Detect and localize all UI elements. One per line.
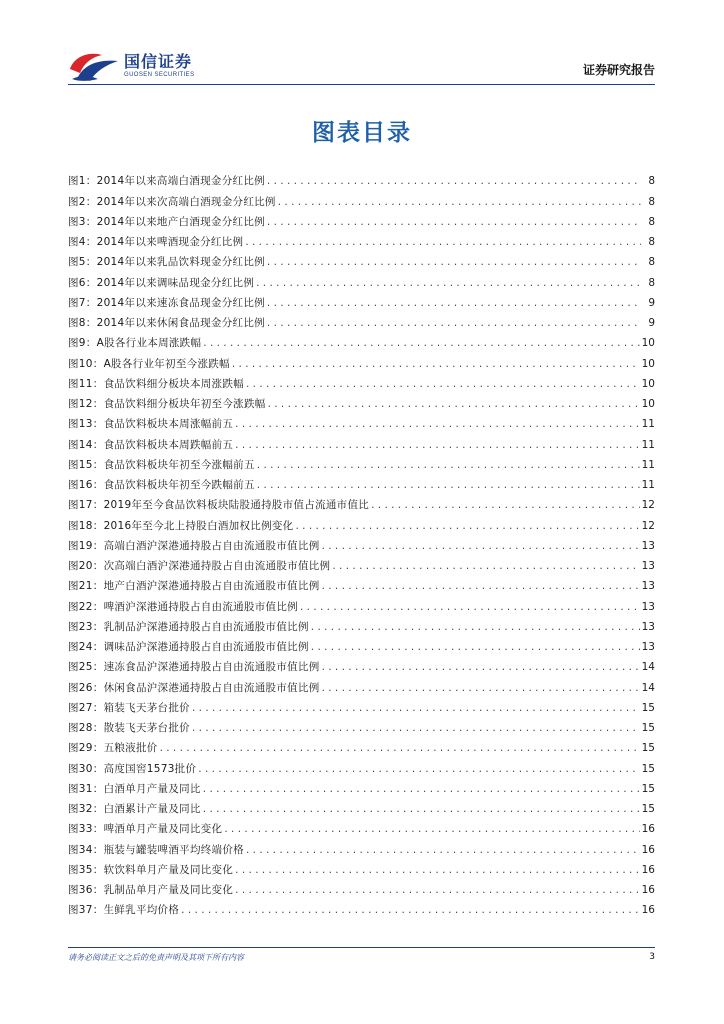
toc-entry[interactable] [68, 249, 655, 269]
page-header [68, 48, 655, 84]
toc-entry-page: 16 [641, 823, 655, 836]
page-number: 3 [649, 952, 655, 962]
toc-entry-title: 食品饮料板块年初至今涨幅前五 [103, 458, 255, 471]
dot-leader [300, 600, 640, 614]
toc-entry-label: 图7： [68, 296, 97, 309]
toc-entry-title: 速冻食品沪深港通持股占自由流通股市值比例 [103, 661, 320, 674]
dot-leader [267, 296, 641, 310]
toc-entry[interactable] [68, 715, 655, 735]
toc-entry-title: 啤酒沪深港通持股占自由流通股市值比例 [103, 600, 298, 613]
toc-entry-title: 2014年以来地产白酒现金分红比例 [96, 215, 265, 228]
toc-entry-title: 软饮料单月产量及同比变化 [103, 863, 234, 876]
dot-leader [245, 235, 641, 249]
logo-english-name: GUOSEN SECURITIES [124, 72, 195, 78]
toc-entry-title: 2014年以来休闲食品现金分红比例 [96, 317, 265, 329]
toc-entry-label: 图6： [68, 276, 97, 289]
dot-leader [256, 276, 641, 290]
toc-entry-label: 图3： [68, 215, 97, 228]
toc-entry[interactable] [68, 391, 655, 411]
dot-leader [322, 579, 640, 593]
toc-entry-title: 五粮液批价 [103, 742, 158, 755]
page-title: 图表目录 [312, 120, 412, 146]
toc-entry[interactable] [68, 735, 655, 755]
dot-leader [160, 741, 640, 755]
dot-leader [311, 620, 640, 634]
toc-entry-label: 图26： [68, 681, 104, 694]
toc-entry[interactable] [68, 350, 655, 370]
dot-leader [181, 903, 639, 917]
dot-leader [192, 701, 640, 715]
toc-entry-title: A股各行业本周涨跌幅 [96, 337, 202, 350]
toc-entry-page: 8 [648, 276, 655, 289]
toc-entry-label: 图31： [68, 782, 104, 795]
toc-entry-label: 图13： [68, 418, 104, 431]
toc-entry-page: 13 [641, 580, 655, 593]
toc-entry-label: 图29： [68, 742, 104, 755]
toc-entry-page: 14 [641, 661, 655, 674]
toc-entry[interactable] [68, 269, 655, 289]
toc-entry[interactable] [68, 816, 655, 836]
toc-entry[interactable] [68, 695, 655, 715]
dot-leader [278, 195, 641, 209]
dot-leader [235, 883, 639, 897]
dot-leader [203, 802, 640, 816]
toc-entry[interactable] [68, 371, 655, 391]
toc-entry[interactable] [68, 229, 655, 249]
toc-entry-page: 13 [641, 641, 655, 653]
dot-leader [203, 336, 639, 350]
dot-leader [192, 721, 640, 735]
toc-entry-title: 白酒单月产量及同比 [103, 782, 201, 795]
toc-entry[interactable] [68, 533, 655, 553]
dot-leader [235, 417, 639, 431]
toc-entry-label: 图22： [68, 600, 104, 613]
toc-entry-page: 8 [648, 256, 655, 269]
toc-entry-label: 图20： [68, 560, 104, 572]
toc-entry-label: 图12： [68, 398, 104, 410]
toc-entry[interactable] [68, 310, 655, 330]
toc-entry[interactable] [68, 431, 655, 451]
toc-entry-page: 11 [641, 458, 655, 471]
toc-entry-label: 图30： [68, 762, 104, 775]
toc-entry-page: 15 [641, 742, 655, 755]
toc-entry-title: 2014年以来速冻食品现金分红比例 [96, 296, 265, 309]
dot-leader [295, 519, 639, 533]
toc-entry-label: 图36： [68, 884, 104, 896]
dot-leader [322, 539, 640, 553]
dot-leader [322, 660, 640, 674]
dot-leader [224, 822, 639, 836]
toc-entry-page: 8 [648, 215, 655, 228]
dot-leader [371, 498, 640, 512]
toc-entry-page: 15 [641, 701, 655, 714]
toc-entry[interactable] [68, 593, 655, 613]
dot-leader [267, 255, 641, 269]
toc-entry-label: 图1： [68, 175, 97, 188]
toc-entry[interactable] [68, 512, 655, 532]
toc-entry-label: 图14： [68, 438, 104, 451]
toc-entry[interactable] [68, 330, 655, 350]
toc-entry[interactable] [68, 452, 655, 472]
toc-entry-page: 16 [641, 863, 655, 876]
toc-entry[interactable] [68, 877, 655, 897]
toc-entry-label: 图28： [68, 722, 104, 734]
company-logo [68, 48, 194, 84]
toc-entry-title: 食品饮料细分板块本周涨跌幅 [103, 377, 244, 390]
toc-entry[interactable] [68, 209, 655, 229]
toc-entry-label: 图23： [68, 620, 104, 633]
toc-entry-label: 图18： [68, 519, 104, 532]
toc-entry-label: 图2： [68, 195, 97, 208]
dot-leader [203, 782, 640, 796]
toc-entry-page: 10 [641, 357, 655, 370]
toc-entry-page: 13 [641, 600, 655, 613]
toc-entry[interactable] [68, 492, 655, 512]
toc-entry-page: 14 [641, 681, 655, 694]
toc-entry-page: 10 [641, 337, 655, 350]
footer-disclaimer: 请务必阅读正文之后的免责声明及其项下所有内容 [68, 953, 244, 962]
toc-entry-title: 啤酒单月产量及同比变化 [103, 823, 223, 836]
dot-leader [322, 681, 640, 695]
toc-entry-label: 图25： [68, 661, 104, 674]
toc-entry-title: 白酒累计产量及同比 [103, 803, 201, 815]
toc-entry-page: 10 [641, 398, 655, 410]
toc-entry[interactable] [68, 553, 655, 573]
toc-entry[interactable] [68, 614, 655, 634]
toc-entry-page: 12 [641, 519, 655, 532]
toc-entry-page: 11 [641, 438, 655, 451]
toc-entry-label: 图16： [68, 479, 104, 491]
toc-entry-title: 食品饮料板块本周涨幅前五 [103, 418, 234, 431]
toc-entry-title: 地产白酒沪深港通持股占自由流通股市值比例 [103, 580, 320, 593]
toc-entry-title: 散装飞天茅台批价 [103, 722, 190, 734]
toc-entry-label: 图37： [68, 904, 104, 917]
toc-entry-label: 图10： [68, 357, 104, 370]
toc-entry-title: 食品饮料板块年初至今跌幅前五 [103, 479, 255, 491]
toc-entry[interactable] [68, 411, 655, 431]
toc-entry[interactable] [68, 796, 655, 816]
toc-entry-page: 16 [641, 904, 655, 917]
toc-entry-label: 图5： [68, 256, 97, 269]
header-divider [68, 84, 655, 85]
toc-entry-title: 乳制品单月产量及同比变化 [103, 884, 234, 896]
toc-entry-title: 次高端白酒沪深港通持股占自由流通股市值比例 [103, 560, 331, 572]
toc-entry-label: 图9： [68, 337, 97, 350]
toc-entry-page: 13 [641, 620, 655, 633]
toc-entry-page: 11 [641, 418, 655, 431]
guosen-logo-icon [68, 49, 120, 83]
toc-entry-title: 食品饮料板块本周跌幅前五 [103, 438, 234, 451]
toc-entry[interactable] [68, 168, 655, 188]
toc-entry-label: 图4： [68, 236, 97, 248]
toc-entry-page: 15 [641, 722, 655, 734]
dot-leader [235, 438, 639, 452]
dot-leader [311, 640, 640, 654]
toc-entry[interactable] [68, 857, 655, 877]
toc-entry-page: 15 [641, 762, 655, 775]
toc-entry-page: 11 [641, 479, 655, 491]
toc-entry-page: 12 [641, 499, 655, 512]
dot-leader [267, 316, 641, 330]
toc-entry-page: 13 [641, 560, 655, 572]
toc-entry-title: 调味品沪深港通持股占自由流通股市值比例 [103, 641, 309, 653]
toc-entry-label: 图21： [68, 580, 104, 593]
toc-entry-title: 2019年至今食品饮料板块陆股通持股市值占流通市值比 [103, 499, 370, 512]
toc-entry[interactable] [68, 654, 655, 674]
toc-entry-title: 高端白酒沪深港通持股占自由流通股市值比例 [103, 539, 320, 552]
toc-entry-title: 食品饮料细分板块年初至今涨跌幅 [103, 398, 266, 410]
toc-entry[interactable] [68, 472, 655, 492]
toc-entry[interactable] [68, 755, 655, 775]
dot-leader [235, 863, 639, 877]
toc-entry-title: 乳制品沪深港通持股占自由流通股市值比例 [103, 620, 309, 633]
toc-entry-title: A股各行业年初至今涨跌幅 [103, 357, 230, 370]
toc-entry[interactable] [68, 674, 655, 694]
toc-entry-title: 2014年以来高端白酒现金分红比例 [96, 175, 265, 188]
toc-entry[interactable] [68, 573, 655, 593]
toc-entry-label: 图34： [68, 843, 104, 856]
toc-entry-title: 2014年以来乳品饮料现金分红比例 [96, 256, 265, 269]
dot-leader [267, 174, 641, 188]
toc-entry[interactable] [68, 634, 655, 654]
toc-entry[interactable] [68, 290, 655, 310]
dot-leader [268, 397, 640, 411]
figure-list [68, 168, 655, 917]
toc-entry-title: 高度国窖1573批价 [103, 762, 197, 775]
toc-entry-page: 16 [641, 843, 655, 856]
toc-entry-page: 15 [641, 782, 655, 795]
toc-entry-page: 10 [641, 377, 655, 390]
toc-entry[interactable] [68, 188, 655, 208]
toc-entry-title: 2014年以来啤酒现金分红比例 [96, 236, 244, 248]
toc-entry-page: 16 [641, 884, 655, 896]
toc-entry-title: 2014年以来次高端白酒现金分红比例 [96, 195, 276, 208]
dot-leader [198, 762, 639, 776]
toc-entry-title: 休闲食品沪深港通持股占自由流通股市值比例 [103, 681, 320, 694]
dot-leader [232, 357, 640, 371]
dot-leader [267, 215, 641, 229]
dot-leader [246, 843, 640, 857]
toc-entry-page: 8 [648, 195, 655, 208]
dot-leader [332, 559, 639, 573]
toc-entry-page: 9 [648, 317, 655, 329]
toc-entry-label: 图8： [68, 317, 97, 329]
dot-leader [257, 458, 640, 472]
toc-entry[interactable] [68, 897, 655, 917]
toc-entry-label: 图24： [68, 641, 104, 653]
footer-divider [68, 947, 655, 948]
toc-entry-page: 15 [641, 803, 655, 815]
toc-entry-page: 13 [641, 539, 655, 552]
toc-entry-page: 8 [648, 236, 655, 248]
dot-leader [246, 377, 640, 391]
toc-entry-title: 2014年以来调味品现金分红比例 [96, 276, 255, 289]
toc-entry-label: 图19： [68, 539, 104, 552]
dot-leader [257, 478, 640, 492]
toc-entry-label: 图15： [68, 458, 104, 471]
toc-entry-label: 图33： [68, 823, 104, 836]
toc-entry-title: 2016年至今北上持股白酒加权比例变化 [103, 519, 294, 532]
toc-entry-page: 8 [648, 175, 655, 188]
toc-entry-title: 箱装飞天茅台批价 [103, 701, 190, 714]
toc-entry-label: 图35： [68, 863, 104, 876]
toc-entry-label: 图27： [68, 701, 104, 714]
toc-entry-label: 图32： [68, 803, 104, 815]
toc-entry[interactable] [68, 836, 655, 856]
toc-entry[interactable] [68, 776, 655, 796]
report-type-label: 证券研究报告 [582, 63, 655, 77]
logo-chinese-name: 国信证券 [124, 52, 193, 71]
toc-entry-page: 9 [648, 296, 655, 309]
toc-entry-title: 瓶装与罐装啤酒平均终端价格 [103, 843, 244, 856]
toc-entry-label: 图17： [68, 499, 104, 512]
toc-entry-title: 生鲜乳平均价格 [103, 904, 180, 917]
toc-entry-label: 图11： [68, 377, 104, 390]
